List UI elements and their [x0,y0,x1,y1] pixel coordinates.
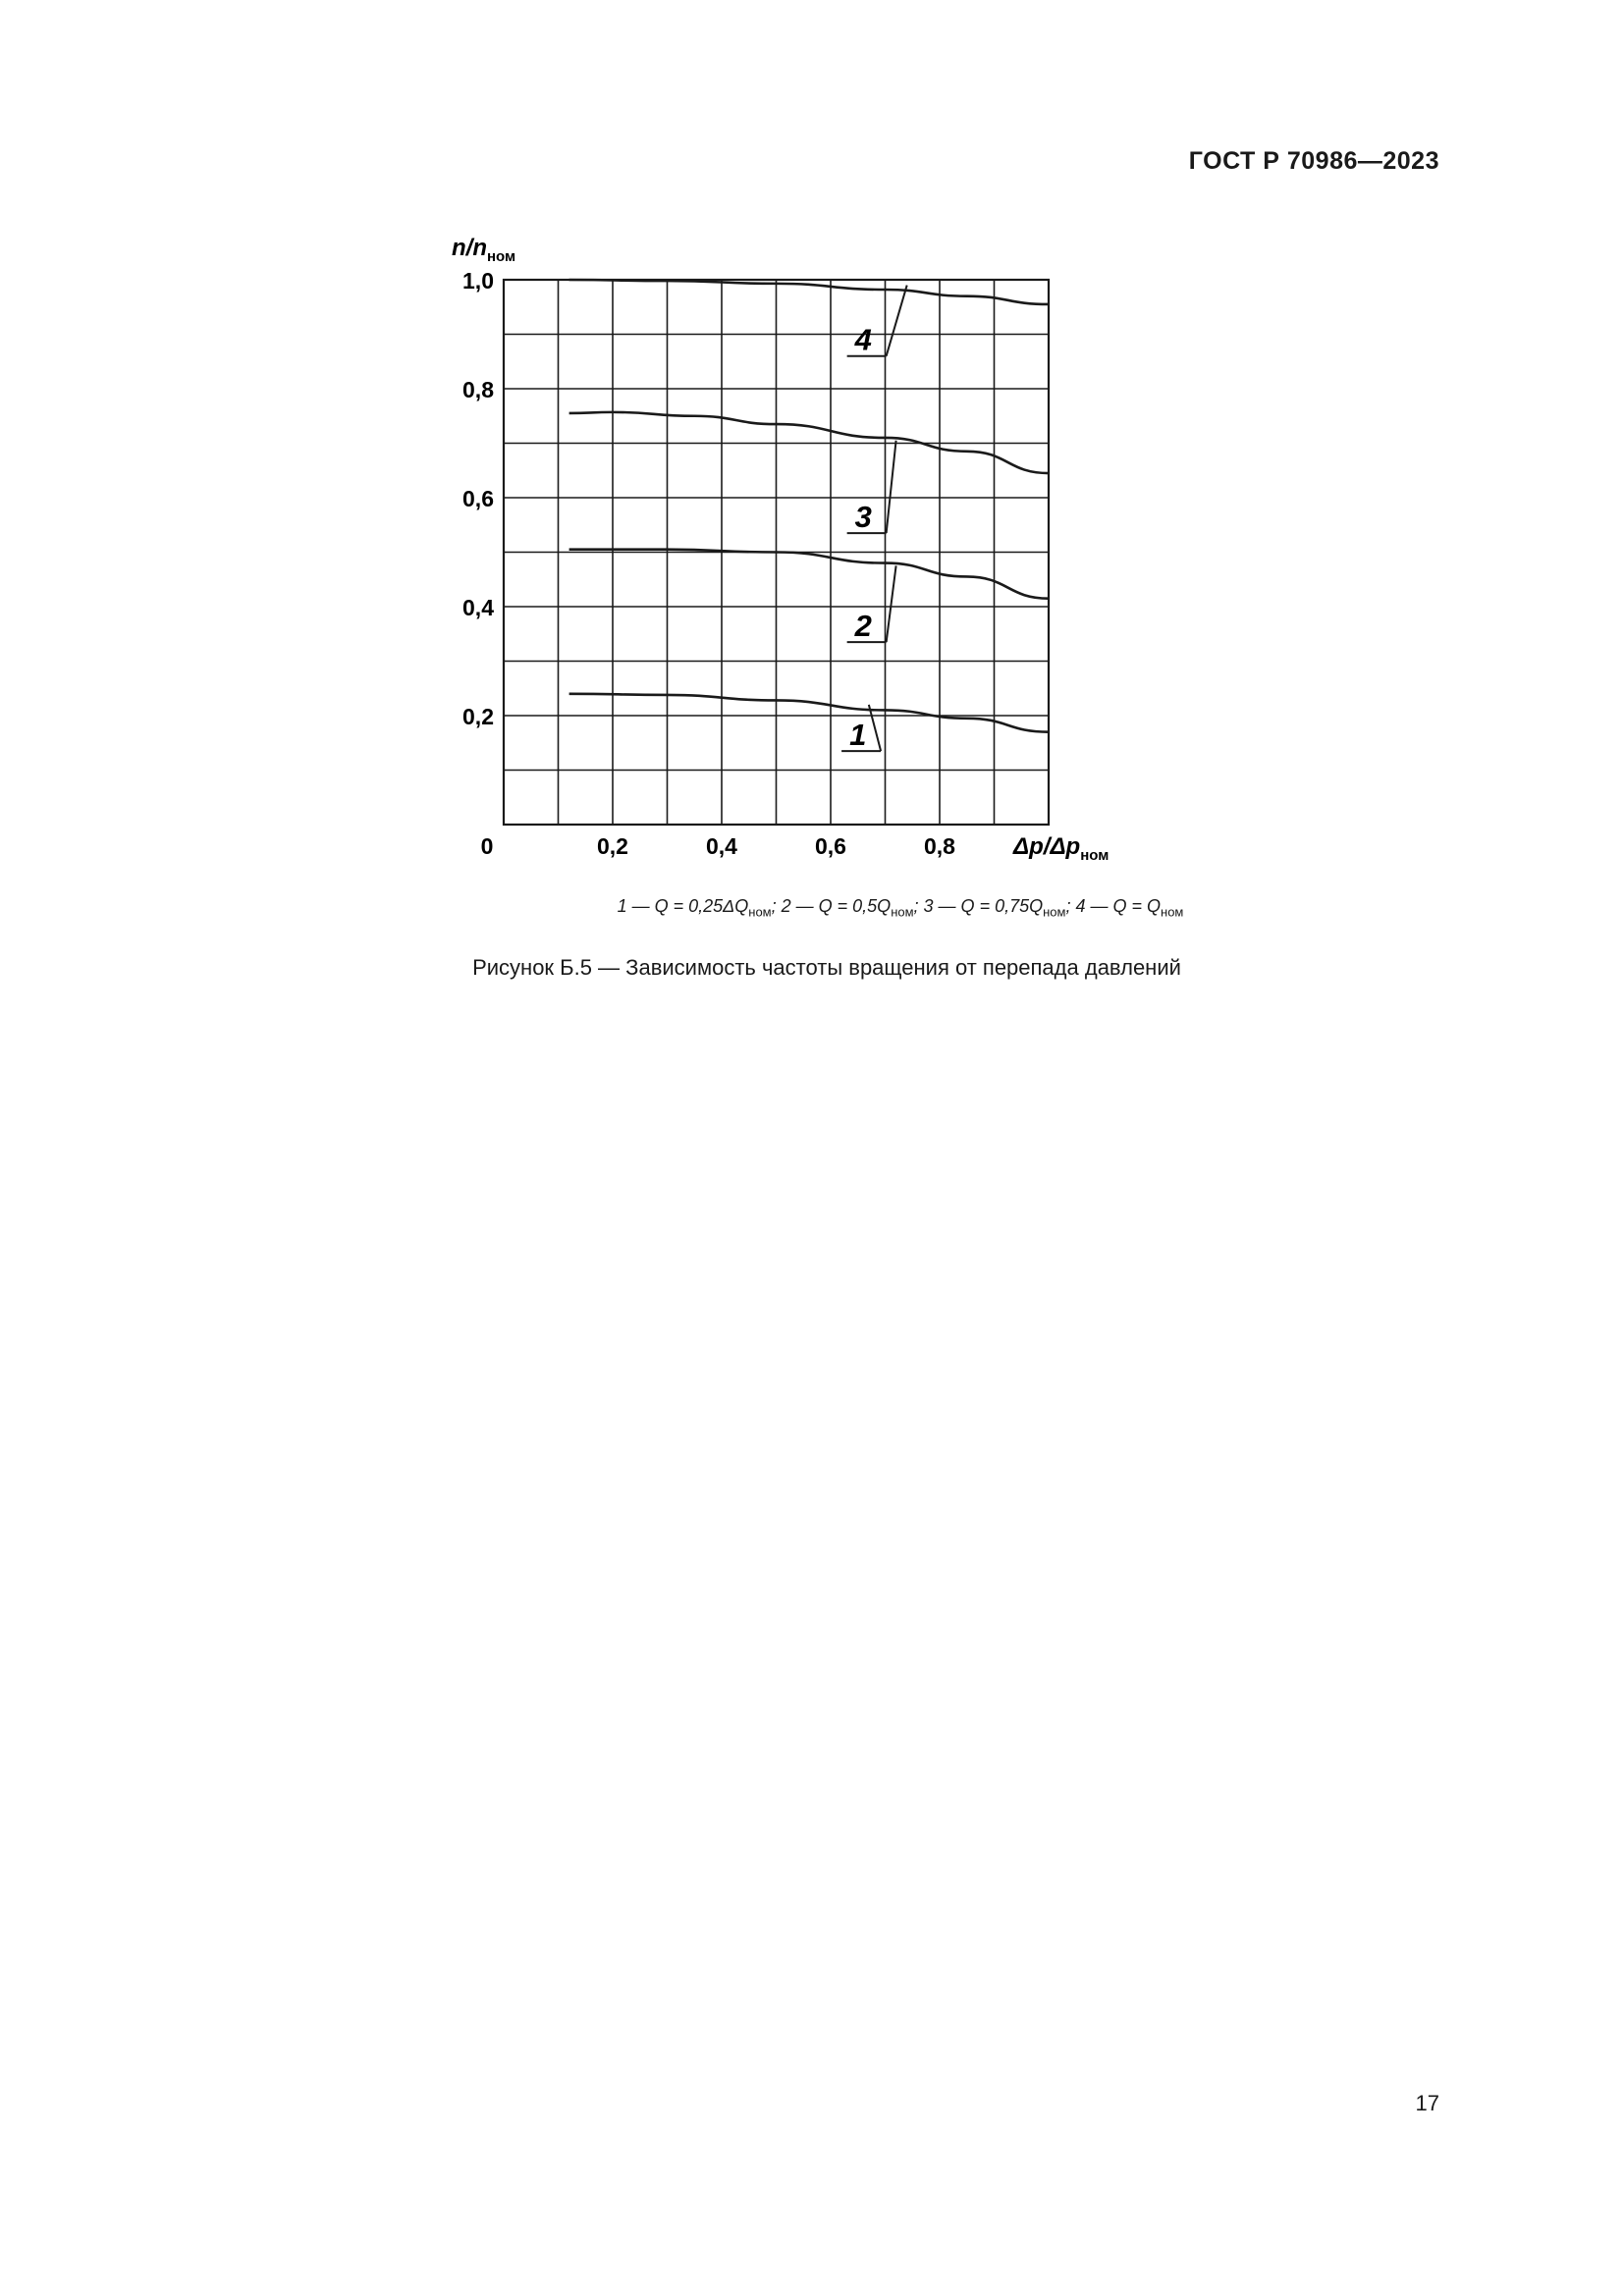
x-tick-label: 0,2 [597,833,628,859]
figure-legend: 1 — $Q = 0,25\Delta Q_{ном}$; 2 — $Q = 0,5Q_{ном}$; 3 — $Q = 0,75Q_{ном}$; 4 — $Q = Q_{ном}$ [617,896,1184,920]
curve-2 [569,550,1049,599]
leader-line [869,705,881,751]
chart-curves [569,280,1049,732]
x-tick-label: 0,6 [815,833,846,859]
curve-leaders [841,286,907,753]
x-axis-label: $\Delta p/\Delta p_{ном}$ [1013,833,1110,864]
y-tick-label: 1,0 [462,268,494,294]
x-tick-label: 0 [480,833,494,859]
curve-1 [569,694,1049,732]
curve-label-3: 3 [854,500,872,535]
y-tick-label: 0,8 [462,377,494,402]
curve-label-4: 4 [854,322,872,357]
leader-line [887,565,896,642]
y-tick-label: 0,2 [462,704,494,729]
page-number: 17 [1415,2091,1439,2115]
document-code: ГОСТ Р 70986—2023 [1188,147,1439,175]
y-tick-label: 0,4 [462,595,494,620]
figure-caption: Рисунок Б.5 — Зависимость частоты вращения от перепада давлений [472,955,1181,980]
curve-label-1: 1 [849,718,867,753]
curve-label-2: 2 [854,609,872,644]
curve-4 [569,280,1049,304]
frequency-vs-pressure-chart [0,0,1624,883]
leader-line [887,441,896,533]
x-tick-label: 0,8 [924,833,955,859]
y-tick-label: 0,6 [462,486,494,511]
y-axis-label: $n/n_{ном}$ [452,235,516,265]
x-tick-label: 0,4 [706,833,737,859]
leader-line [887,286,907,356]
